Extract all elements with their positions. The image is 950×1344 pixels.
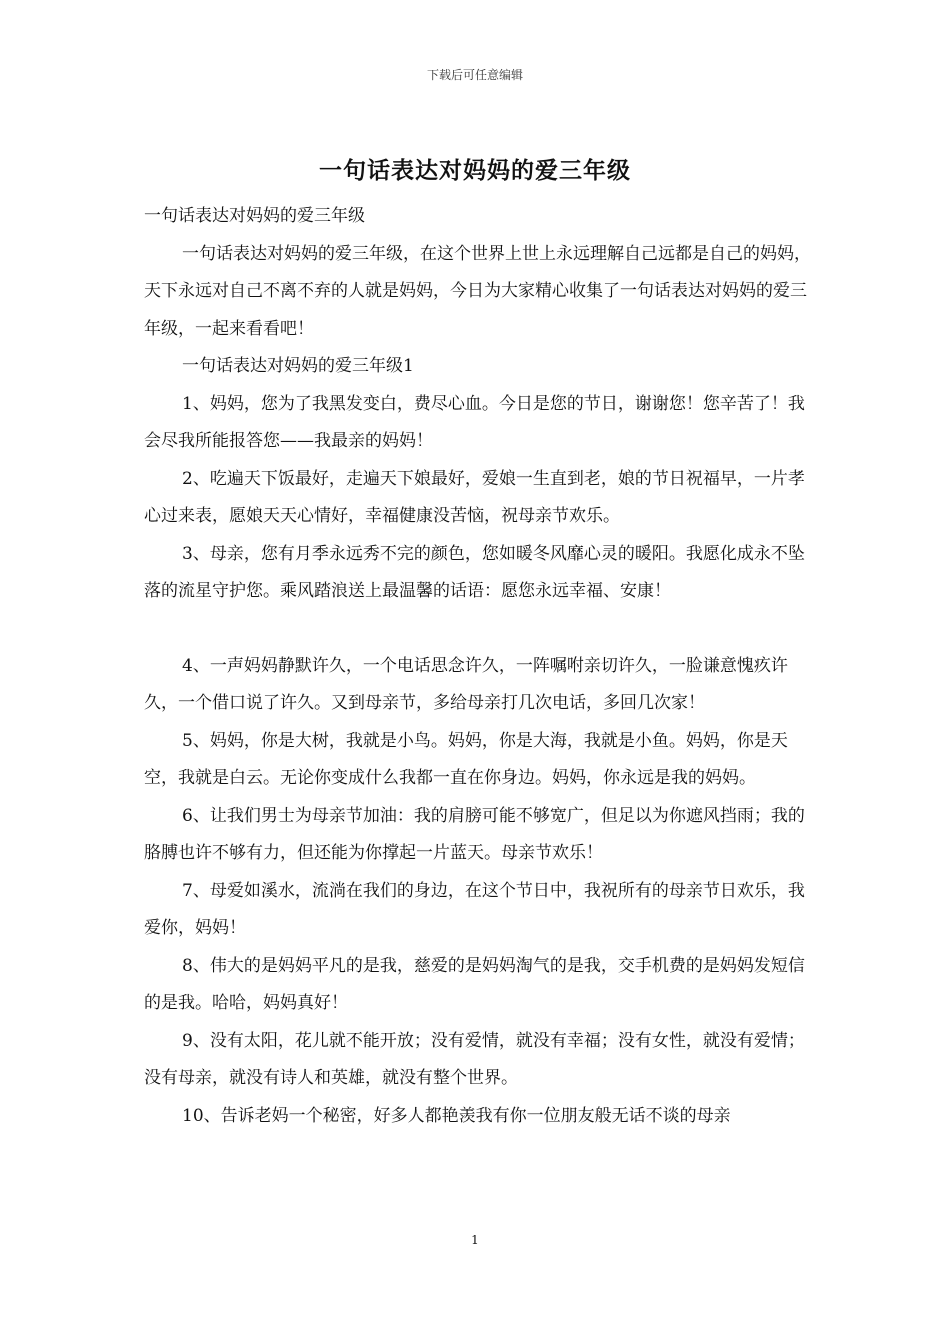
document-title: 一句话表达对妈妈的爱三年级 — [319, 157, 631, 184]
list-item: 9、没有太阳，花儿就不能开放；没有爱情，就没有幸福；没有女性，就没有爱情；没有母亲，就没有诗人和英雄，就没有整个世界。 — [144, 1030, 805, 1088]
list-item: 6、让我们男士为母亲节加油：我的肩膀可能不够宽广，但足以为你遮风挡雨；我的胳膊也许不够有力，但还能为你撑起一片蓝天。母亲节欢乐！ — [144, 805, 805, 863]
list-item: 3、母亲，您有月季永远秀不完的颜色，您如暖冬风靡心灵的暖阳。我愿化成永不坠落的流星守护您。乘风踏浪送上最温馨的话语：愿您永远幸福、安康！ — [144, 543, 805, 601]
list-item: 8、伟大的是妈妈平凡的是我，慈爱的是妈妈淘气的是我，交手机费的是妈妈发短信的是我。哈哈，妈妈真好！ — [144, 955, 805, 1013]
subtitle: 一句话表达对妈妈的爱三年级 — [144, 206, 365, 226]
intro-paragraph: 一句话表达对妈妈的爱三年级，在这个世界上世上永远理解自己远都是自己的妈妈，天下永远对自己不离不弃的人就是妈妈，今日为大家精心收集了一句话表达对妈妈的爱三年级，一起来看看吧！ — [144, 243, 811, 339]
document-body — [144, 198, 812, 1135]
paragraph-gap — [144, 611, 812, 648]
list-item: 7、母爱如溪水，流淌在我们的身边，在这个节日中，我祝所有的母亲节日欢乐，我爱你，妈妈！ — [144, 880, 805, 938]
page-number: 1 — [471, 1233, 479, 1247]
list-item: 5、妈妈，你是大树，我就是小鸟。妈妈，你是大海，我就是小鱼。妈妈，你是天空，我就是白云。无论你变成什么我都一直在你身边。妈妈，你永远是我的妈妈。 — [144, 730, 788, 788]
list-item: 2、吃遍天下饭最好，走遍天下娘最好，爱娘一生直到老，娘的节日祝福早，一片孝心过来表，愿娘天天心情好，幸福健康没苦恼，祝母亲节欢乐。 — [144, 468, 805, 526]
section-heading: 一句话表达对妈妈的爱三年级1 — [182, 356, 414, 376]
header-note: 下载后可任意编辑 — [426, 68, 523, 82]
list-item: 1、妈妈，您为了我黑发变白，费尽心血。今日是您的节日，谢谢您！您辛苦了！我会尽我所能报答您——我最亲的妈妈！ — [144, 393, 805, 451]
list-item: 10、告诉老妈一个秘密，好多人都艳羡我有你一位朋友般无话不谈的母亲 — [182, 1105, 731, 1126]
list-item: 4、一声妈妈静默许久，一个电话思念许久，一阵嘱咐亲切许久，一脸谦意愧疚许久，一个借口说了许久。又到母亲节，多给母亲打几次电话，多回几次家！ — [144, 655, 788, 713]
